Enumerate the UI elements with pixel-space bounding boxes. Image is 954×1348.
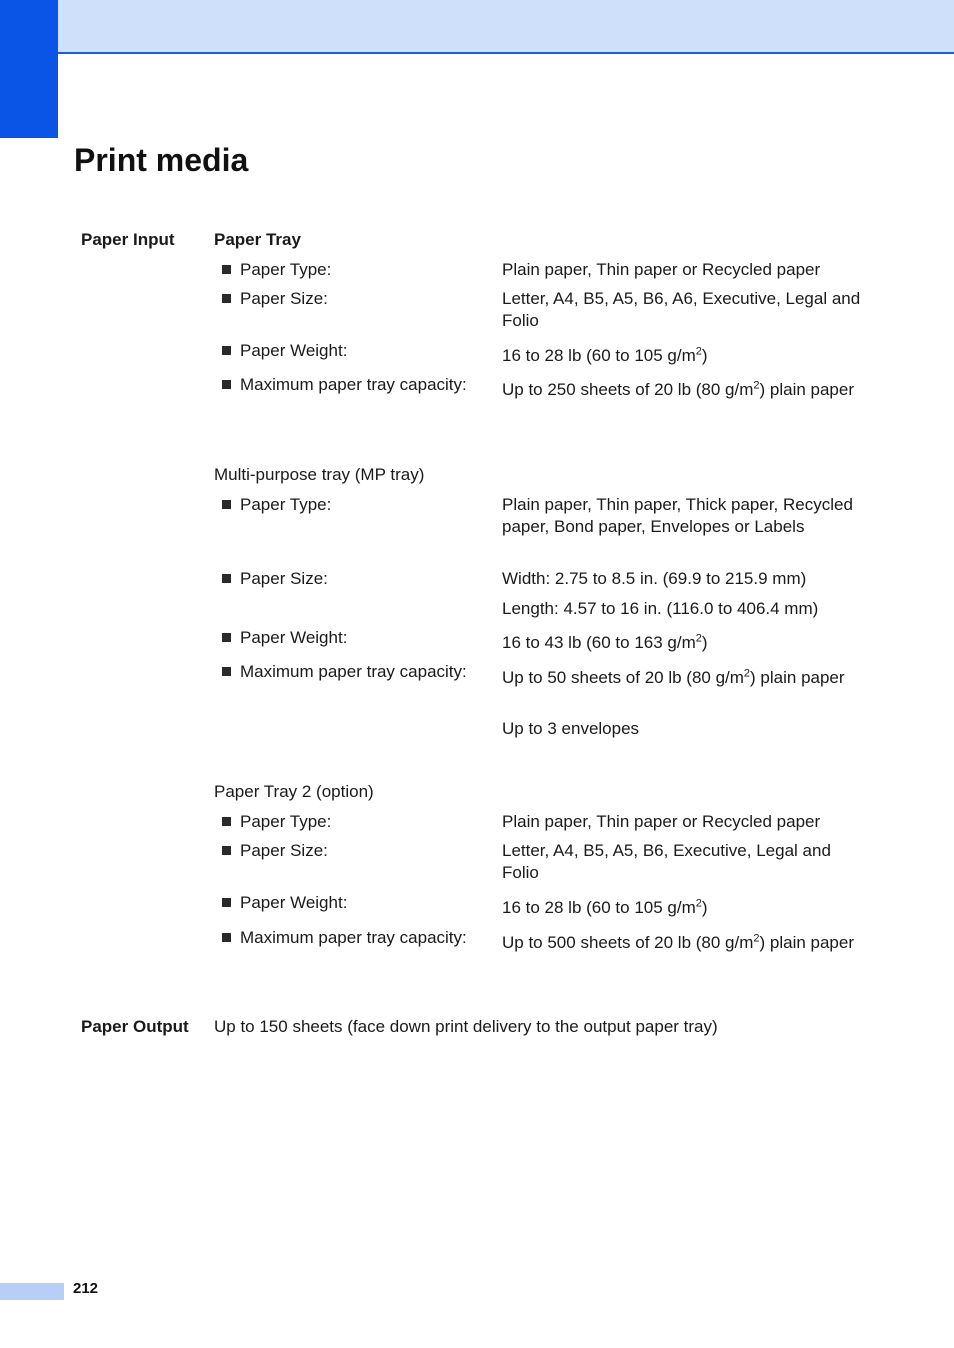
spec-value: Up to 50 sheets of 20 lb (80 $g/m^2$) plain paper <box>502 667 845 687</box>
bullet-icon <box>222 633 231 642</box>
spec-label: Paper Weight: <box>240 628 348 647</box>
spec-value-secondary: Length: 4.57 to 16 in. (116.0 to 406.4 mm) <box>502 599 819 618</box>
bullet-icon <box>222 817 231 826</box>
bullet-icon <box>222 294 231 303</box>
spec-value: Plain paper, Thin paper, Thick paper, Recycled paper, Bond paper, Envelopes or Labels <box>502 495 853 536</box>
bullet-icon <box>222 667 231 676</box>
spec-value: Letter, A4, B5, A5, B6, Executive, Legal and Folio <box>502 841 831 882</box>
bullet-icon <box>222 846 231 855</box>
spec-value: Plain paper, Thin paper or Recycled paper <box>502 812 821 831</box>
bullet-icon <box>222 574 231 583</box>
bullet-icon <box>222 265 231 274</box>
paper-output-label: Paper Output <box>81 1017 189 1036</box>
section-heading-paper-tray-2: Paper Tray 2 (option) <box>214 782 374 801</box>
spec-value-secondary: Up to 3 envelopes <box>502 719 640 738</box>
spec-value: Plain paper, Thin paper or Recycled paper <box>502 260 821 279</box>
spec-label: Maximum paper tray capacity: <box>240 375 467 394</box>
spec-label: Paper Size: <box>240 841 328 860</box>
spec-label: Maximum paper tray capacity: <box>240 662 467 681</box>
spec-label: Paper Type: <box>240 260 332 279</box>
spec-value: 16 to 43 lb (60 to 163 $g/m^2$) <box>502 632 708 652</box>
section-heading-paper-tray: Paper Tray <box>214 230 301 249</box>
footer-bar <box>0 1283 64 1300</box>
bullet-icon <box>222 500 231 509</box>
spec-value: Up to 250 sheets of 20 lb (80 $g/m^2$) plain paper <box>502 379 855 399</box>
paper-input-label: Paper Input <box>81 230 175 249</box>
bullet-icon <box>222 346 231 355</box>
spec-label: Paper Type: <box>240 812 332 831</box>
spec-label: Paper Type: <box>240 495 332 514</box>
spec-label: Paper Size: <box>240 289 328 308</box>
spec-label: Paper Size: <box>240 569 328 588</box>
chapter-tab <box>0 0 58 138</box>
bullet-icon <box>222 898 231 907</box>
section-heading-mp-tray: Multi-purpose tray (MP tray) <box>214 465 425 484</box>
spec-value: Up to 500 sheets of 20 lb (80 $g/m^2$) plain paper <box>502 932 855 952</box>
spec-value: 16 to 28 lb (60 to 105 $g/m^2$) <box>502 345 708 365</box>
spec-value: Letter, A4, B5, A5, B6, A6, Executive, Legal and Folio <box>502 289 861 330</box>
spec-label: Paper Weight: <box>240 893 348 912</box>
page-number: 212 <box>73 1280 99 1297</box>
paper-output-value: Up to 150 sheets (face down print delivery to the output paper tray) <box>214 1017 718 1036</box>
bullet-icon <box>222 380 231 389</box>
spec-label: Maximum paper tray capacity: <box>240 928 467 947</box>
spec-label: Paper Weight: <box>240 341 348 360</box>
spec-value: 16 to 28 lb (60 to 105 $g/m^2$) <box>502 897 708 917</box>
bullet-icon <box>222 933 231 942</box>
header-band <box>58 0 954 54</box>
spec-value: Width: 2.75 to 8.5 in. (69.9 to 215.9 mm) <box>502 569 807 588</box>
page-title: Print media <box>74 142 249 178</box>
